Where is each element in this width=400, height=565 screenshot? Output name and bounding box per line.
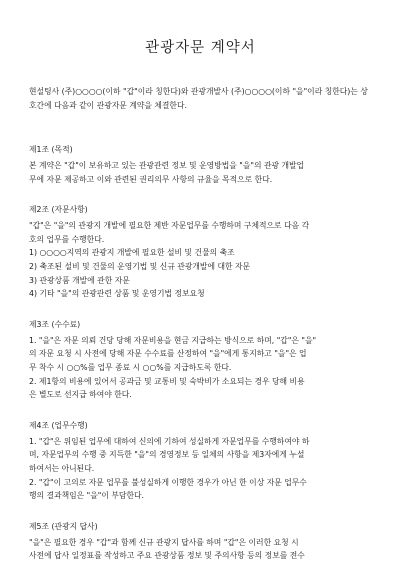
document-title: 관광자문 계약서: [145, 40, 256, 56]
article-line: 며, 자문업무의 수행 중 지득한 "을"의 경영정보 등 일체의 사항을 제3자에게 누설: [29, 450, 305, 460]
article-line: 무에 자문 제공하고 이와 관련된 권리의무 사항의 규율을 목적으로 한다.: [29, 174, 273, 184]
article-line: 1. "갑"은 위임된 업무에 대하여 신의에 기하여 성실하게 자문업무를 수행하여야 하: [29, 436, 310, 446]
article-line: 3) 관광상품 개발에 관한 자문: [29, 275, 130, 285]
intro-paragraph: 현설팅사 (주)○○○○(이하 "갑"이라 칭한다)와 관광개발사 (주)○○○○(이하 "을"이라 칭한다)는 상호간에 다음과 같이 관광자문 계약을 체결한다.: [29, 87, 368, 110]
article-line: 무 착수 시 ○○%를 업무 종료 시 ○○%를 지급하도록 한다.: [29, 362, 232, 372]
article-line: 행의 결과책임은 "을"이 부담한다.: [29, 491, 144, 501]
article-heading: 제1조 (목적): [29, 145, 73, 154]
article-line: 2. "갑"이 고의로 자문 업무를 불성실하게 이행한 경우가 아닌 한 이상 자문 업무수: [29, 477, 307, 487]
article-line: 1) ○○○○지역의 관광지 개발에 필요한 설비 및 건물의 축조: [29, 248, 235, 258]
article-line: 본 계약은 "갑"이 보유하고 있는 관광관련 정보 및 운영방법을 "을"의 관광 개발업: [29, 161, 305, 170]
article-4: [29, 419, 372, 503]
article-heading: 제5조 (관광지 답사): [29, 521, 98, 531]
article-line: 사전에 답사 일정표를 작성하고 주요 관광상품 정보 및 주의사항 등의 정보를 전수: [29, 551, 305, 561]
article-5: [29, 520, 372, 563]
article-line: 4) 기타 "을"의 관광관련 상품 및 운영기법 정보요청: [29, 289, 205, 299]
article-heading: 제4조 (업무수행): [29, 420, 88, 430]
article-line: 2) 축조된 설비 및 건물의 운영기법 및 신규 관광개발에 대한 자문: [29, 261, 251, 271]
article-line: 의 자문 요청 시 사전에 당해 자문 수수료를 산정하여 "을"에게 통지하고 "을"은 업: [29, 349, 307, 359]
article-line: 1. "을"은 자문 의뢰 건당 당해 자문비용을 현금 지급하는 방식으로 하며, "갑"은 "을": [29, 335, 317, 345]
article-line: 2. 제1항의 비용에 있어서 공과금 및 교통비 및 숙박비가 소요되는 경우 당해 비용: [29, 376, 305, 386]
article-line: 호의 업무를 수행한다.: [29, 234, 105, 244]
article-1: [29, 143, 372, 186]
article-heading: 제2조 (자문사항): [29, 205, 88, 215]
article-line: "갑"은 "을"의 관광지 개발에 필요한 제반 자문업무를 수행하며 구체적으로 다음 각: [29, 221, 310, 231]
article-heading: 제3조 (수수료): [29, 319, 81, 329]
article-line: 하여서는 아니된다.: [29, 463, 95, 473]
article-3: [29, 318, 372, 402]
article-line: 은 별도로 선지급 하여야 한다.: [29, 390, 132, 400]
article-line: "을"은 필요한 경우 "갑"과 함께 신규 관광지 답사를 하며 "갑"은 이러한 요청 시: [29, 537, 299, 547]
article-2: [29, 203, 372, 301]
